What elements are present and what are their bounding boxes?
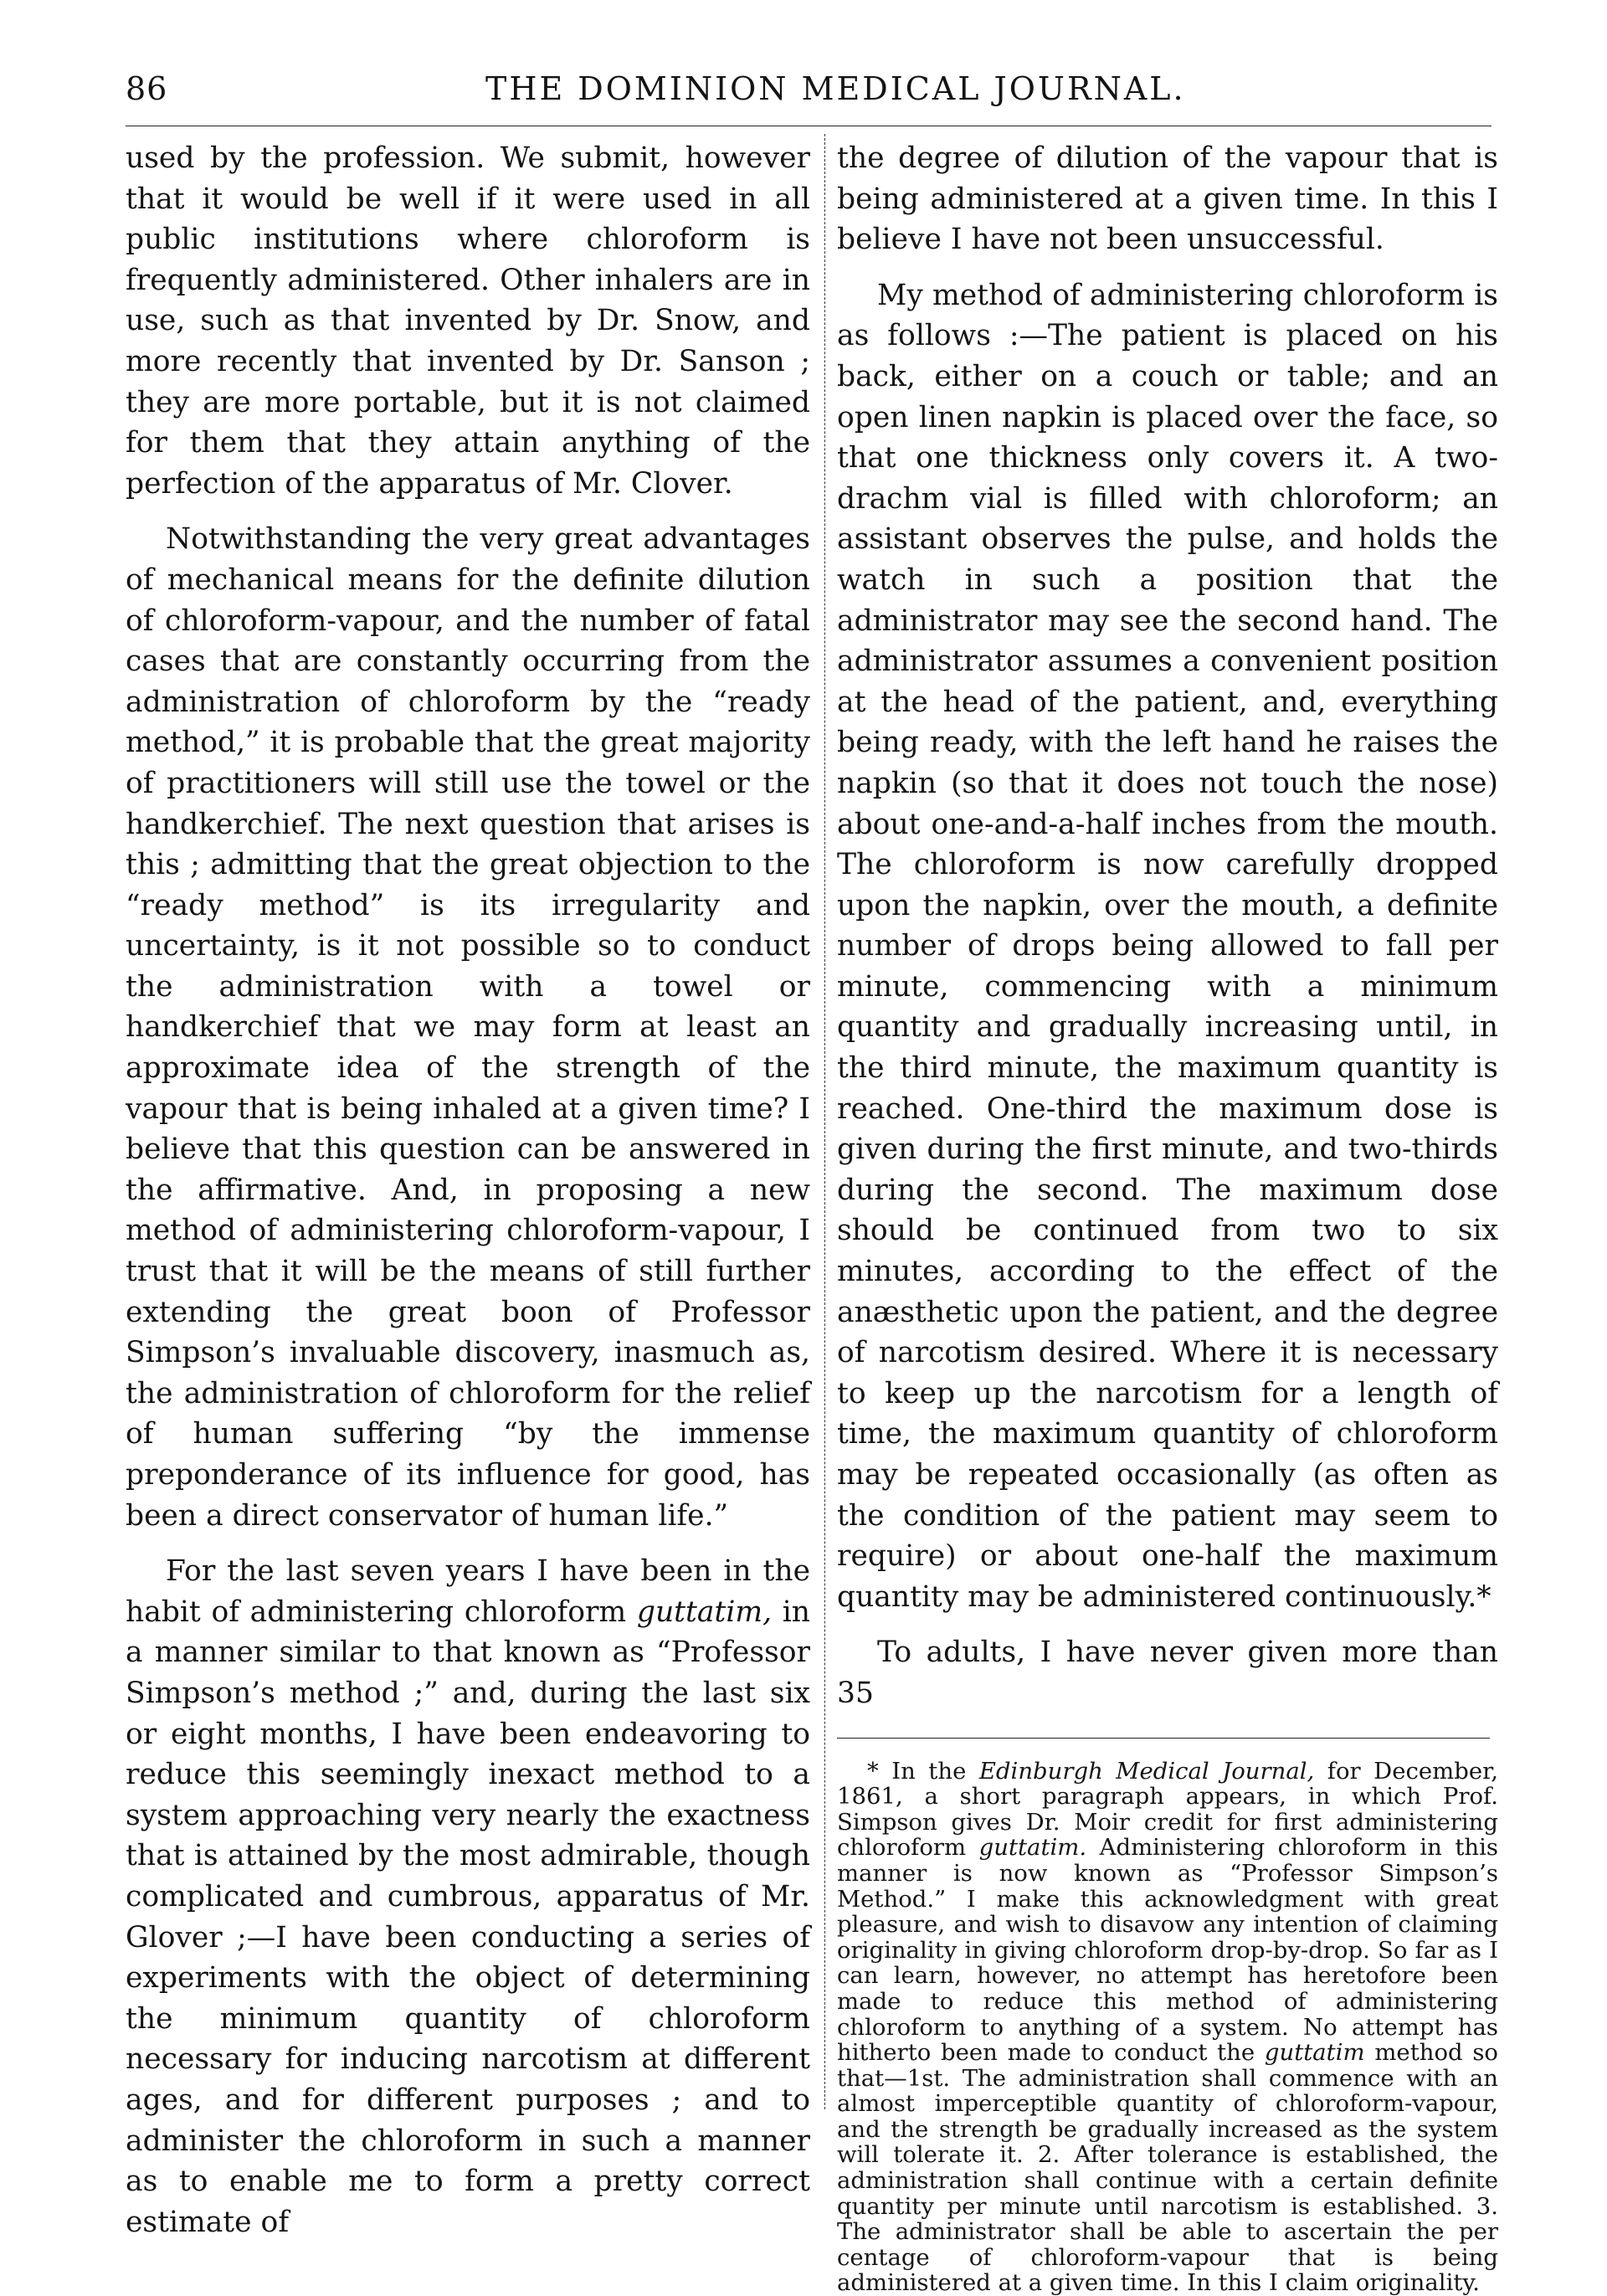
left-column <box>126 138 810 2257</box>
left-paragraph-3-start: For the last seven years I have been in the habit of administering chloroform <box>126 1554 810 1629</box>
footnote-text-2: Administering chloroform in this manner is now known as “Professor Simpson’s Method.” I make this acknowledgment with great pleasure, and wish to disavow any intention of claiming originality in giving chloroform drop-by-drop. So far as I can learn, however, no attempt has heretofore been made to reduce this method of administering chloroform to anything of a system. No attempt has hitherto been made to conduct the <box>837 1834 1498 2067</box>
left-paragraph-1: used by the profession. We submit, however that it would be well if it were used in all public institutions where chloroform is frequently administered. Other inhalers are in use, such as that invented by Dr. Snow, and more recently that invented by Dr. Sanson ; they are more portable, but it is not claimed for them that they attain anything of the perfection of the apparatus of Mr. Clover. <box>126 141 810 501</box>
left-paragraph-2: Notwithstanding the very great advantages of mechanical means for the definite dilution of chloroform-vapour, and the number of fatal cases that are constantly occurring from the administration of chloroform by the “ready method,” it is probable that the great majority of practitioners will still use the towel or the handkerchief. The next question that arises is this ; admitting that the great objection to the “ready method” is its irregularity and uncertainty, is it not possible so to conduct the administration with a towel or handkerchief that we may form at least an approximate idea of the strength of the vapour that is being inhaled at a given time? I believe that this question can be answered in the affirmative. And, in proposing a new method of administering chloroform-vapour, I trust that it will be the means of still further extending the great boon of Professor Simpson’s invaluable discovery, inasmuch as, the administration of chloroform for the relief of human suffering “by the immense preponderance of its influence for good, has been a direct conservator of human life.” <box>126 522 810 1533</box>
right-paragraph-1: the degree of dilution of the vapour that is being administered at a given time. In this I believe I have not been unsuccessful. <box>837 141 1498 257</box>
footnote-text-1: for December, 1861, a short paragraph appears, in which Prof. Simpson gives Dr. Moir credit for first administering chloroform <box>837 1757 1498 1862</box>
column-divider <box>824 134 825 2109</box>
footnote <box>837 1759 1498 2296</box>
running-title: THE DOMINION MEDICAL JOURNAL. <box>485 70 1186 107</box>
footnote-guttatim-2: guttatim <box>1264 2039 1365 2067</box>
left-paragraph-3 <box>126 1551 810 2242</box>
page-number: 86 <box>126 70 168 107</box>
left-paragraph-3-end: in a manner similar to that known as “Professor Simpson’s method ;” and, during the last six or eight months, I have been endeavoring to reduce this seemingly inexact method to a system approaching very nearly the exactness that is attained by the most admirable, though complicated and cumbrous, apparatus of Mr. Glover ;—I have been conducting a series of experiments with the object of determining the minimum quantity of chloroform necessary for inducing narcotism at different ages, and for different purposes ; and to administer the chloroform in such a manner as to enable me to form a pretty correct estimate of <box>126 1595 810 2239</box>
footnote-guttatim: guttatim. <box>978 1834 1087 1862</box>
footnote-text-3: method so that—1st. The administration shall commence with an almost imperceptible quantity of chloroform-vapour, and the strength be gradually increased as the system will tolerate it. 2. After tolerance is established, the administration shall continue with a certain definite quantity per minute until narcotism is established. 3. The administrator shall be able to ascertain the per centage of chloroform-vapour that is being administered at a given time. In this I claim originality. <box>837 2039 1498 2296</box>
right-column <box>837 138 1498 2296</box>
guttatim-term: guttatim, <box>636 1595 773 1629</box>
right-paragraph-3: To adults, I have never given more than 35 <box>837 1636 1498 1710</box>
footnote-lead: * In the <box>867 1757 979 1785</box>
footnote-journal-title: Edinburgh Medical Journal, <box>978 1757 1315 1785</box>
footnote-rule <box>837 1738 1490 1739</box>
right-paragraph-2: My method of administering chloroform is as follows :—The patient is placed on his back, either on a couch or table; and an open linen napkin is placed over the face, so that one thickness only covers it. A two-drachm vial is filled with chloroform; an assistant observes the pulse, and holds the watch in such a position that the administrator may see the second hand. The administrator assumes a convenient position at the head of the patient, and, everything being ready, with the left hand he raises the napkin (so that it does not touch the nose) about one-and-a-half inches from the mouth. The chloroform is now carefully dropped upon the napkin, over the mouth, a definite number of drops being allowed to fall per minute, commencing with a minimum quantity and gradually increasing until, in the third minute, the maximum quantity is reached. One-third the maximum dose is given during the first minute, and two-thirds during the second. The maximum dose should be continued from two to six minutes, according to the effect of the anæsthetic upon the patient, and the degree of narcotism desired. Where it is necessary to keep up the narcotism for a length of time, the maximum quantity of chloroform may be repeated occasionally (as often as the condition of the patient may seem to require) or about one-half the maximum quantity may be administered continuously.* <box>837 278 1498 1614</box>
